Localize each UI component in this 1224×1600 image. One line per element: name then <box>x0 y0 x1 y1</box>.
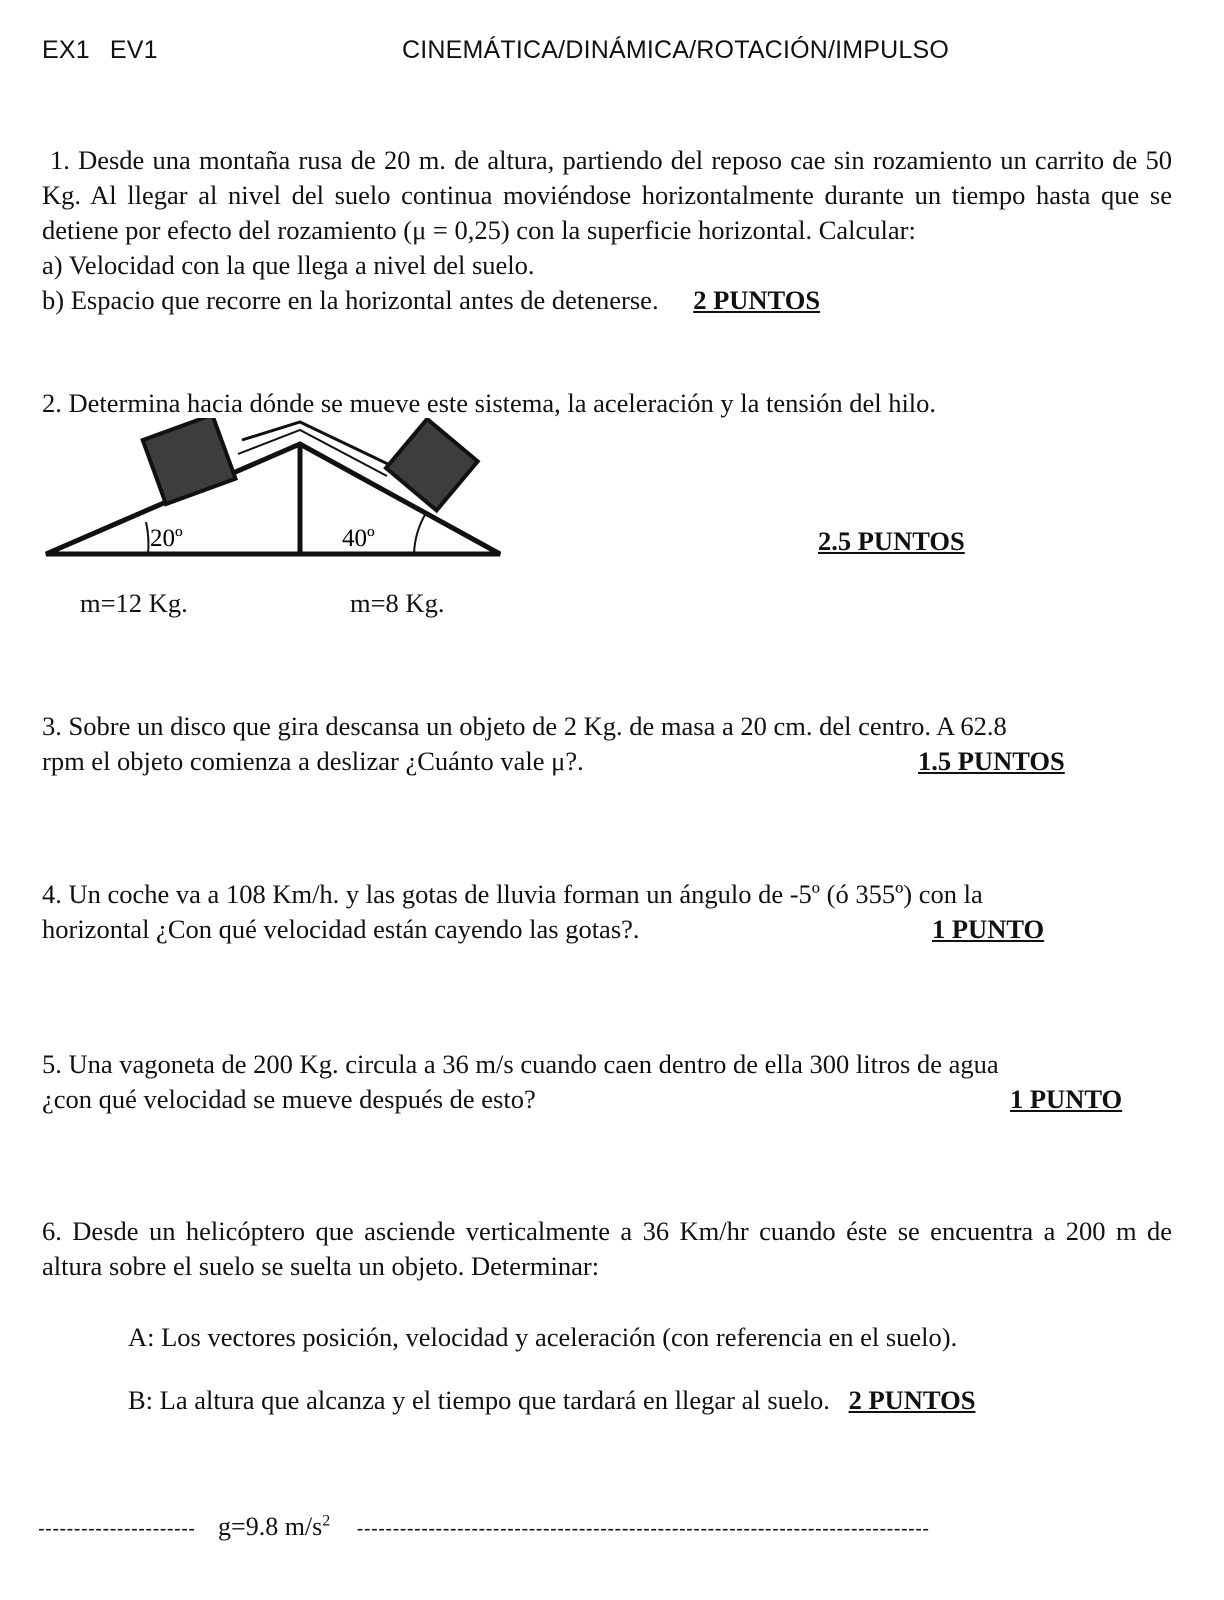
gravity-exponent: 2 <box>322 1512 331 1530</box>
question-4-line-2-row <box>42 912 1172 947</box>
question-4 <box>42 877 1172 947</box>
footer-dashes-left: ---------------------- <box>38 1518 196 1540</box>
exam-code <box>42 36 158 65</box>
question-1-part-b: b) Espacio que recorre en la horizontal antes de detenerse. <box>42 285 659 315</box>
page-title: CINEMÁTICA/DINÁMICA/ROTACIÓN/IMPULSO <box>402 36 950 64</box>
exam-code-ev: EV1 <box>109 36 158 64</box>
footer-dashes-right: -------------------------------------------------------------------------------- <box>356 1518 930 1540</box>
question-1-text: 1. Desde una montaña rusa de 20 m. de altura, partiendo del reposo cae sin rozamiento un carrito de 50 Kg. Al llegar al nivel del suelo continua moviéndose horizontalmente durante un tiempo hasta que se detiene por efecto del rozamiento (μ = 0,25) con la superficie horizontal. Calcular: <box>42 145 1172 245</box>
question-4-line-1: 4. Un coche va a 108 Km/h. y las gotas de lluvia forman un ángulo de -5º (ó 355º) con la <box>42 879 983 909</box>
angle-left-label: 20º <box>150 525 183 552</box>
angle-arc-left <box>146 522 148 554</box>
question-3 <box>42 709 1172 779</box>
inclined-planes-diagram <box>42 418 512 568</box>
question-6-points: 2 PUNTOS <box>848 1385 976 1415</box>
question-3-line-2-row <box>42 744 1172 779</box>
question-5 <box>42 1047 1172 1117</box>
question-2-points: 2.5 PUNTOS <box>818 526 965 556</box>
question-3-line-1: 3. Sobre un disco que gira descansa un objeto de 2 Kg. de masa a 20 cm. del centro. A 62.8 <box>42 711 1007 741</box>
question-6-part-a: A: Los vectores posición, velocidad y aceleración (con referencia en el suelo). <box>128 1322 958 1352</box>
question-5-line-2-row <box>42 1082 1172 1117</box>
question-6-part-b-row <box>128 1383 975 1418</box>
question-3-points: 1.5 PUNTOS <box>918 746 1065 776</box>
question-6-text: 6. Desde un helicóptero que asciende verticalmente a 36 Km/hr cuando éste se encuentra a 200 m de altura sobre el suelo se suelta un objeto. Determinar: <box>42 1216 1172 1281</box>
question-4-line-2: horizontal ¿Con qué velocidad están cayendo las gotas?. <box>42 914 640 944</box>
question-5-line-2: ¿con qué velocidad se mueve después de esto? <box>42 1084 536 1114</box>
question-4-points: 1 PUNTO <box>932 914 1045 944</box>
mass-right-label: m=8 Kg. <box>350 588 445 618</box>
angle-arc-right <box>414 513 426 554</box>
question-6-part-b: B: La altura que alcanza y el tiempo que tardará en llegar al suelo. <box>128 1385 830 1415</box>
question-3-line-2: rpm el objeto comienza a deslizar ¿Cuánto vale μ?. <box>42 746 584 776</box>
exam-code-ex: EX1 <box>42 36 90 64</box>
gravity-footer <box>38 1512 930 1542</box>
question-1-part-b-row <box>42 283 1172 318</box>
question-1-part-a: a) Velocidad con la que llega a nivel del suelo. <box>42 250 535 280</box>
question-1-points: 2 PUNTOS <box>693 285 821 315</box>
question-6 <box>42 1214 1172 1284</box>
mass-left-label: m=12 Kg. <box>80 588 188 618</box>
angle-right-label: 40º <box>342 525 375 552</box>
question-5-line-1: 5. Una vagoneta de 200 Kg. circula a 36 m/s cuando caen dentro de ella 300 litros de agua <box>42 1049 999 1079</box>
question-5-points: 1 PUNTO <box>1010 1084 1123 1114</box>
question-2 <box>42 386 1172 421</box>
question-2-text: 2. Determina hacia dónde se mueve este sistema, la aceleración y la tensión del hilo. <box>42 388 937 418</box>
question-1 <box>42 143 1172 318</box>
gravity-value: g=9.8 m/s <box>218 1512 323 1541</box>
block-left <box>143 418 236 504</box>
